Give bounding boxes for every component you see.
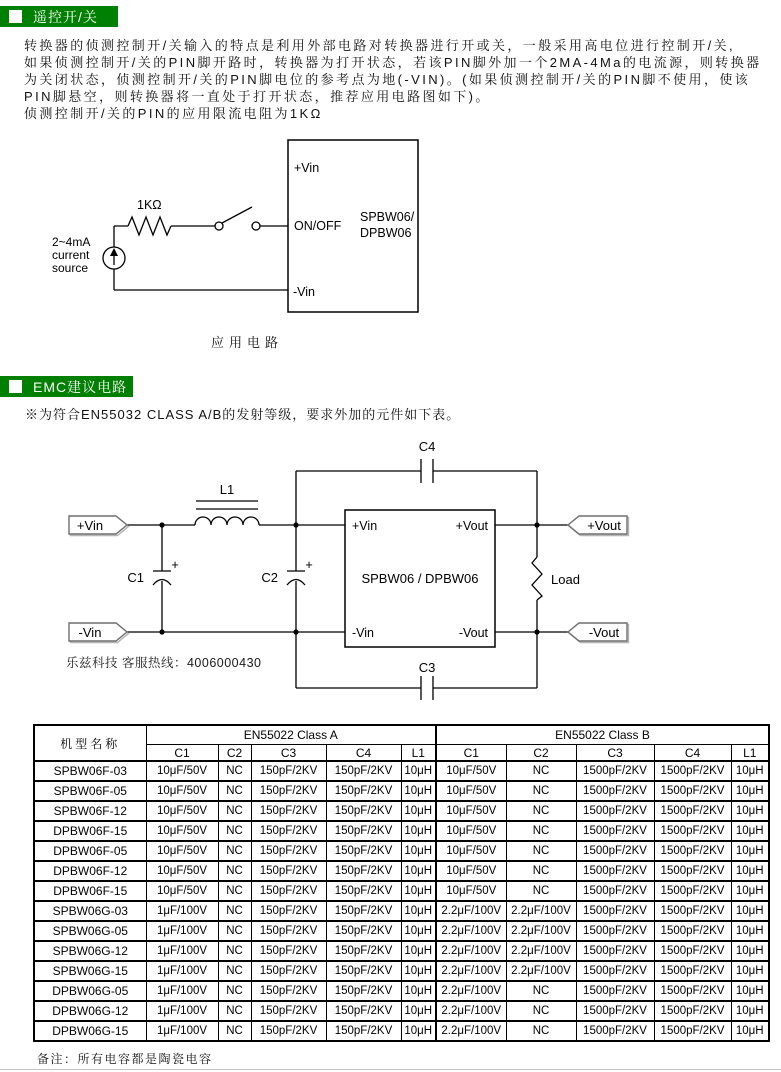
polarity-plus: + <box>171 557 179 572</box>
switch-contact-icon <box>215 222 223 230</box>
polarity-plus: + <box>305 557 313 572</box>
table-row <box>34 841 769 861</box>
cell-b-c1: 2.2μF/100V <box>436 1021 506 1041</box>
cell-b-l1: 10μH <box>731 821 769 841</box>
cell-a-c1: 1μF/100V <box>146 1021 218 1041</box>
wire <box>114 226 288 290</box>
load-label: Load <box>551 572 580 587</box>
col-header-b-c1: C1 <box>436 745 506 762</box>
cell-b-l1: 10μH <box>731 941 769 961</box>
cell-a-c3: 150pF/2KV <box>251 921 326 941</box>
cell-a-c3: 150pF/2KV <box>251 781 326 801</box>
cell-a-c3: 150pF/2KV <box>251 961 326 981</box>
cell-b-c2: NC <box>506 841 576 861</box>
junction-dot <box>159 522 164 527</box>
cell-b-c3: 1500pF/2KV <box>576 961 654 981</box>
cell-a-c3: 150pF/2KV <box>251 1021 326 1041</box>
cell-b-c4: 1500pF/2KV <box>654 821 731 841</box>
cell-b-c4: 1500pF/2KV <box>654 921 731 941</box>
module-name: SPBW06 / DPBW06 <box>361 571 479 586</box>
cell-a-c1: 1μF/100V <box>146 1001 218 1021</box>
cell-model: SPBW06G-15 <box>34 961 146 981</box>
table-row <box>34 881 769 901</box>
cell-b-l1: 10μH <box>731 981 769 1001</box>
cell-a-c1: 10μF/50V <box>146 821 218 841</box>
col-header-b-l1: L1 <box>731 745 769 762</box>
cell-a-c1: 1μF/100V <box>146 921 218 941</box>
table-row <box>34 761 769 781</box>
cell-b-c4: 1500pF/2KV <box>654 801 731 821</box>
col-header-b-c4: C4 <box>654 745 731 762</box>
tag-label-nvin: -Vin <box>78 625 102 640</box>
emc-note: ※为符合EN55032 CLASS A/B的发射等级，要求外加的元件如下表。 <box>25 407 461 422</box>
circuit-caption: 应用电路 <box>211 335 284 350</box>
cell-a-c2: NC <box>218 801 251 821</box>
pin-label-vin: +Vin <box>294 161 320 175</box>
inductor-symbol-l1 <box>196 501 258 509</box>
tag-label-vin: +Vin <box>76 518 104 533</box>
cell-a-c3: 150pF/2KV <box>251 941 326 961</box>
cell-a-c1: 1μF/100V <box>146 941 218 961</box>
section-marker-icon <box>9 380 22 393</box>
cell-b-c2: NC <box>506 821 576 841</box>
cell-a-l1: 10μH <box>401 781 436 801</box>
resistor-symbol <box>128 217 171 235</box>
cell-a-c1: 1μF/100V <box>146 981 218 1001</box>
cell-b-c2: NC <box>506 861 576 881</box>
cell-a-c3: 150pF/2KV <box>251 761 326 781</box>
cell-b-l1: 10μH <box>731 921 769 941</box>
cell-b-c4: 1500pF/2KV <box>654 881 731 901</box>
cell-b-l1: 10μH <box>731 881 769 901</box>
cell-b-c1: 10μF/50V <box>436 761 506 781</box>
paragraph-line: 为关闭状态，侦测控制开/关的PIN脚电位的参考点为地(-VIN)。(如果侦测控制开/关的PIN脚不使用，使该 <box>24 72 751 87</box>
section-title: 遥控开/关 <box>33 8 98 25</box>
cell-b-c3: 1500pF/2KV <box>576 1001 654 1021</box>
cell-b-c1: 10μF/50V <box>436 821 506 841</box>
cell-model: DPBW06G-12 <box>34 1001 146 1021</box>
cell-b-c2: NC <box>506 881 576 901</box>
module-name: DPBW06 <box>360 226 412 240</box>
cell-a-c2: NC <box>218 821 251 841</box>
cell-a-l1: 10μH <box>401 981 436 1001</box>
cell-b-c2: NC <box>506 1021 576 1041</box>
cell-a-l1: 10μH <box>401 901 436 921</box>
cell-b-c1: 2.2μF/100V <box>436 921 506 941</box>
section-marker-icon <box>9 10 22 23</box>
cell-model: SPBW06F-03 <box>34 761 146 781</box>
cell-a-c4: 150pF/2KV <box>326 981 401 1001</box>
col-header-class-b: EN55022 Class B <box>436 725 769 745</box>
label-c1: C1 <box>127 570 144 585</box>
resistor-label: 1KΩ <box>137 198 162 212</box>
cell-a-c2: NC <box>218 981 251 1001</box>
cell-b-c2: 2.2μF/100V <box>506 921 576 941</box>
cell-b-c4: 1500pF/2KV <box>654 961 731 981</box>
cell-b-c1: 10μF/50V <box>436 841 506 861</box>
cell-model: DPBW06G-15 <box>34 1021 146 1041</box>
cell-a-c4: 150pF/2KV <box>326 901 401 921</box>
page-bottom-rule <box>0 1069 781 1070</box>
cell-a-c3: 150pF/2KV <box>251 801 326 821</box>
pin-label-vin: +Vin <box>352 519 378 533</box>
col-header-a-l1: L1 <box>401 745 436 762</box>
cell-b-c1: 10μF/50V <box>436 861 506 881</box>
cell-a-c4: 150pF/2KV <box>326 841 401 861</box>
paragraph-line: PIN脚悬空，则转换器将一直处于打开状态，推荐应用电路图如下)。 <box>24 89 491 104</box>
table-row <box>34 1001 769 1021</box>
col-header-a-c4: C4 <box>326 745 401 762</box>
cell-model: SPBW06G-03 <box>34 901 146 921</box>
cell-model: SPBW06F-12 <box>34 801 146 821</box>
cell-b-c4: 1500pF/2KV <box>654 781 731 801</box>
cell-b-c2: NC <box>506 781 576 801</box>
col-header-a-c2: C2 <box>218 745 251 762</box>
cell-a-c4: 150pF/2KV <box>326 781 401 801</box>
cell-b-c4: 1500pF/2KV <box>654 901 731 921</box>
label-l1: L1 <box>219 482 235 497</box>
cell-b-c1: 10μF/50V <box>436 881 506 901</box>
cell-b-c3: 1500pF/2KV <box>576 901 654 921</box>
cell-a-c3: 150pF/2KV <box>251 981 326 1001</box>
cell-b-c1: 10μF/50V <box>436 801 506 821</box>
col-header-b-c3: C3 <box>576 745 654 762</box>
cell-a-c1: 10μF/50V <box>146 861 218 881</box>
cell-a-c4: 150pF/2KV <box>326 881 401 901</box>
cell-b-l1: 10μH <box>731 961 769 981</box>
cell-a-c4: 150pF/2KV <box>326 961 401 981</box>
col-header-a-c3: C3 <box>251 745 326 762</box>
section-header-emc <box>0 376 133 397</box>
cell-b-c3: 1500pF/2KV <box>576 1021 654 1041</box>
cell-model: DPBW06F-15 <box>34 881 146 901</box>
cell-a-c4: 150pF/2KV <box>326 1021 401 1041</box>
cell-a-c4: 150pF/2KV <box>326 1001 401 1021</box>
cell-a-l1: 10μH <box>401 821 436 841</box>
cell-a-c2: NC <box>218 861 251 881</box>
module-name: SPBW06/ <box>360 210 415 224</box>
remote-onoff-paragraph <box>24 37 776 122</box>
cell-b-c3: 1500pF/2KV <box>576 821 654 841</box>
table-row <box>34 821 769 841</box>
switch-lever <box>222 207 252 223</box>
cell-b-c1: 2.2μF/100V <box>436 901 506 921</box>
application-circuit-diagram <box>0 138 460 353</box>
tag-label-vout: +Vout <box>587 518 621 533</box>
cell-b-c4: 1500pF/2KV <box>654 941 731 961</box>
cell-b-c4: 1500pF/2KV <box>654 981 731 1001</box>
cell-b-l1: 10μH <box>731 841 769 861</box>
cell-b-c3: 1500pF/2KV <box>576 861 654 881</box>
cell-b-c1: 10μF/50V <box>436 781 506 801</box>
table-note: 备注：所有电容都是陶瓷电容 <box>37 1052 213 1066</box>
cell-a-c1: 1μF/100V <box>146 901 218 921</box>
cell-a-c4: 150pF/2KV <box>326 861 401 881</box>
col-header-b-c2: C2 <box>506 745 576 762</box>
table-row <box>34 961 769 981</box>
cell-b-c3: 1500pF/2KV <box>576 941 654 961</box>
cell-a-c2: NC <box>218 761 251 781</box>
cell-a-c1: 1μF/100V <box>146 961 218 981</box>
label-c3: C3 <box>418 660 436 675</box>
junction-dot <box>293 522 298 527</box>
table-row <box>34 781 769 801</box>
junction-dot <box>534 522 539 527</box>
cell-b-c3: 1500pF/2KV <box>576 921 654 941</box>
load-resistor-symbol <box>532 557 542 600</box>
cell-a-c2: NC <box>218 1001 251 1021</box>
col-header-model: 机型名称 <box>34 725 146 761</box>
pin-label-nvout: -Vout <box>458 626 488 640</box>
cell-b-c4: 1500pF/2KV <box>654 861 731 881</box>
cell-b-c1: 2.2μF/100V <box>436 961 506 981</box>
col-header-a-c1: C1 <box>146 745 218 762</box>
cell-b-c2: 2.2μF/100V <box>506 901 576 921</box>
cell-a-c2: NC <box>218 921 251 941</box>
tag-label-nvout: -Vout <box>588 625 620 640</box>
cell-a-c3: 150pF/2KV <box>251 881 326 901</box>
cell-b-c3: 1500pF/2KV <box>576 781 654 801</box>
cell-a-c1: 10μF/50V <box>146 801 218 821</box>
cell-a-c2: NC <box>218 941 251 961</box>
cell-b-c4: 1500pF/2KV <box>654 761 731 781</box>
emc-components-table <box>33 724 770 1042</box>
cell-b-c1: 2.2μF/100V <box>436 981 506 1001</box>
cell-a-c4: 150pF/2KV <box>326 761 401 781</box>
cell-model: SPBW06G-12 <box>34 941 146 961</box>
current-source-label: 2~4mA <box>52 235 91 249</box>
cell-b-l1: 10μH <box>731 801 769 821</box>
paragraph-line: 如果侦测控制开/关的PIN脚开路时，转换器为打开状态，若该PIN脚外加一个2MA-4Ma的电流源，则转换器 <box>24 55 762 70</box>
cell-a-c3: 150pF/2KV <box>251 821 326 841</box>
pin-label-nvin: -Vin <box>352 626 375 640</box>
junction-dot <box>293 629 298 634</box>
label-c2: C2 <box>261 570 278 585</box>
cell-a-l1: 10μH <box>401 861 436 881</box>
cell-b-c2: NC <box>506 761 576 781</box>
cell-a-c2: NC <box>218 901 251 921</box>
cell-b-l1: 10μH <box>731 761 769 781</box>
cell-a-c3: 150pF/2KV <box>251 861 326 881</box>
cell-b-l1: 10μH <box>731 901 769 921</box>
cell-a-c1: 10μF/50V <box>146 881 218 901</box>
cell-model: SPBW06F-05 <box>34 781 146 801</box>
table-row <box>34 901 769 921</box>
cell-model: DPBW06G-05 <box>34 981 146 1001</box>
table-row <box>34 861 769 881</box>
table-row <box>34 921 769 941</box>
cell-a-c2: NC <box>218 841 251 861</box>
switch-contact-icon <box>252 222 260 230</box>
label-c4: C4 <box>418 439 436 454</box>
table-row <box>34 981 769 1001</box>
cell-b-c4: 1500pF/2KV <box>654 1001 731 1021</box>
pin-label-vout: +Vout <box>455 519 488 533</box>
cell-a-c2: NC <box>218 781 251 801</box>
current-source-label: current <box>52 248 90 262</box>
paragraph-line: 转换器的侦测控制开/关输入的特点是利用外部电路对转换器进行开或关，一般采用高电位进行控制开/关, <box>24 38 736 53</box>
cell-a-c2: NC <box>218 961 251 981</box>
cell-b-c4: 1500pF/2KV <box>654 841 731 861</box>
cell-b-c2: NC <box>506 801 576 821</box>
current-source-label: source <box>52 261 89 275</box>
cell-a-l1: 10μH <box>401 761 436 781</box>
cell-b-c3: 1500pF/2KV <box>576 761 654 781</box>
cell-b-c1: 2.2μF/100V <box>436 941 506 961</box>
section-header-remote-onoff <box>0 6 118 27</box>
cell-b-c2: 2.2μF/100V <box>506 961 576 981</box>
cell-b-l1: 10μH <box>731 861 769 881</box>
cell-b-c2: NC <box>506 981 576 1001</box>
junction-dot <box>534 629 539 634</box>
cell-b-l1: 10μH <box>731 1021 769 1041</box>
vendor-watermark: 乐兹科技 客服热线：4006000430 <box>66 656 262 670</box>
cell-a-c4: 150pF/2KV <box>326 801 401 821</box>
cell-model: SPBW06G-05 <box>34 921 146 941</box>
cell-a-l1: 10μH <box>401 1001 436 1021</box>
cell-b-c2: 2.2μF/100V <box>506 941 576 961</box>
pin-label-nvin: -Vin <box>293 285 316 299</box>
cell-model: DPBW06F-05 <box>34 841 146 861</box>
cell-b-c3: 1500pF/2KV <box>576 881 654 901</box>
cell-a-c4: 150pF/2KV <box>326 921 401 941</box>
cell-a-c4: 150pF/2KV <box>326 941 401 961</box>
wire <box>127 525 568 632</box>
cell-a-c3: 150pF/2KV <box>251 1001 326 1021</box>
cell-b-c1: 2.2μF/100V <box>436 1001 506 1021</box>
cell-b-c2: NC <box>506 1001 576 1021</box>
cell-a-c2: NC <box>218 1021 251 1041</box>
cell-a-c4: 150pF/2KV <box>326 821 401 841</box>
cell-a-c1: 10μF/50V <box>146 841 218 861</box>
pin-label-onoff: ON/OFF <box>294 219 342 233</box>
cell-a-l1: 10μH <box>401 801 436 821</box>
cell-a-l1: 10μH <box>401 921 436 941</box>
cell-b-c3: 1500pF/2KV <box>576 981 654 1001</box>
cell-a-l1: 10μH <box>401 881 436 901</box>
cell-a-c3: 150pF/2KV <box>251 841 326 861</box>
cell-b-c3: 1500pF/2KV <box>576 801 654 821</box>
cell-model: DPBW06F-12 <box>34 861 146 881</box>
cell-a-l1: 10μH <box>401 841 436 861</box>
inductor-symbol-l1 <box>195 517 259 525</box>
cell-b-c4: 1500pF/2KV <box>654 1021 731 1041</box>
cell-a-l1: 10μH <box>401 961 436 981</box>
cell-b-l1: 10μH <box>731 1001 769 1021</box>
cell-b-l1: 10μH <box>731 781 769 801</box>
cell-b-c3: 1500pF/2KV <box>576 841 654 861</box>
capacitor-symbol-c1 <box>153 525 171 632</box>
table-row <box>34 941 769 961</box>
table-row <box>34 1021 769 1041</box>
cell-a-l1: 10μH <box>401 1021 436 1041</box>
cell-a-c1: 10μF/50V <box>146 761 218 781</box>
table-row <box>34 801 769 821</box>
cell-a-c1: 10μF/50V <box>146 781 218 801</box>
section-title: EMC建议电路 <box>33 378 128 395</box>
cell-a-c3: 150pF/2KV <box>251 901 326 921</box>
cell-a-c2: NC <box>218 881 251 901</box>
cell-model: DPBW06F-15 <box>34 821 146 841</box>
paragraph-line: 侦测控制开/关的PIN的应用限流电阻为1KΩ <box>24 106 323 121</box>
cell-a-l1: 10μH <box>401 941 436 961</box>
junction-dot <box>159 629 164 634</box>
col-header-class-a: EN55022 Class A <box>146 725 436 745</box>
